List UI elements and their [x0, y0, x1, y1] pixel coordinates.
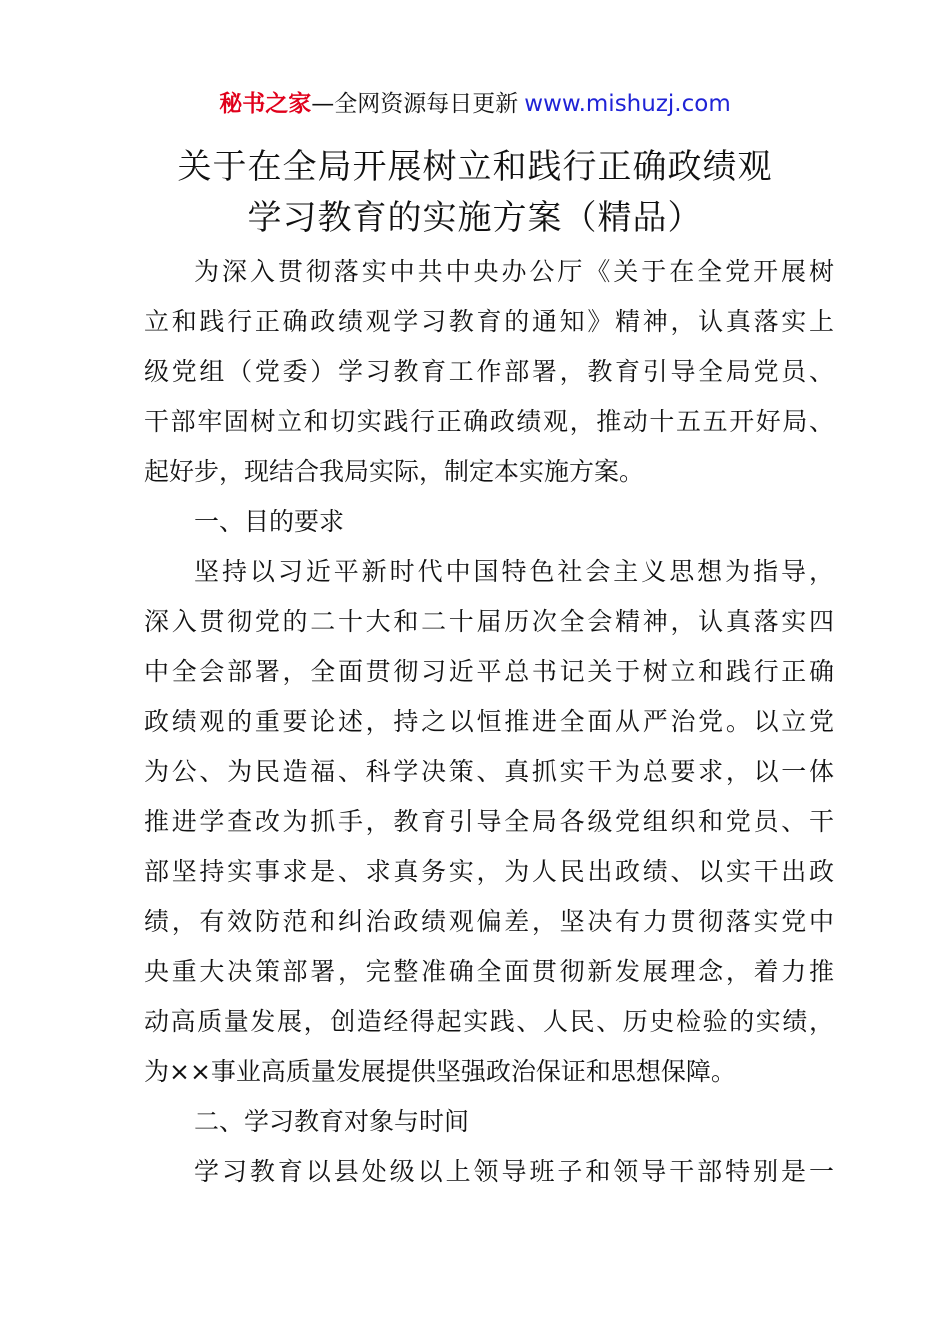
paragraph-line: 推进学查改为抓手，教育引导全局各级党组织和党员、干: [144, 807, 834, 836]
section-heading: 二、学习教育对象与时间: [194, 1107, 470, 1136]
paragraph-line: 坚持以习近平新时代中国特色社会主义思想为指导，: [194, 557, 834, 586]
document-body: [144, 247, 834, 1197]
site-header: [0, 86, 950, 122]
paragraph-line: 为深入贯彻落实中共中央办公厅《关于在全党开展树: [194, 257, 834, 286]
paragraph-line: 政绩观的重要论述，持之以恒推进全面从严治党。以立党: [144, 707, 834, 736]
paragraph-line: 为公、为民造福、科学决策、真抓实干为总要求，以一体: [144, 757, 834, 786]
section-heading: 一、目的要求: [194, 507, 345, 536]
paragraph-line: 为××事业高质量发展提供坚强政治保证和思想保障。: [144, 1057, 736, 1086]
brand-name: 秘书之家: [219, 91, 312, 117]
paragraph-line: 动高质量发展，创造经得起实践、人民、历史检验的实绩，: [144, 1007, 834, 1036]
paragraph-line: 干部牢固树立和切实践行正确政绩观，推动十五五开好局、: [144, 407, 834, 436]
paragraph-line: 起好步，现结合我局实际，制定本实施方案。: [144, 457, 645, 486]
paragraph-line: 绩，有效防范和纠治政绩观偏差，坚决有力贯彻落实党中: [144, 907, 834, 936]
document-title-line-1: 关于在全局开展树立和践行正确政绩观: [177, 147, 773, 187]
paragraph-line: 央重大决策部署，完整准确全面贯彻新发展理念，着力推: [144, 957, 834, 986]
paragraph-line: 部坚持实事求是、求真务实，为人民出政绩、以实干出政: [144, 857, 834, 886]
paragraph-line: 学习教育以县处级以上领导班子和领导干部特别是一: [194, 1157, 834, 1186]
header-tagline: —全网资源每日更新: [311, 91, 519, 117]
document-title-line-2: 学习教育的实施方案（精品）: [247, 198, 703, 238]
site-url-link[interactable]: www.mishuzj.com: [524, 91, 731, 117]
paragraph-line: 立和践行正确政绩观学习教育的通知》精神，认真落实上: [144, 307, 834, 336]
paragraph-line: 深入贯彻党的二十大和二十届历次全会精神，认真落实四: [144, 607, 834, 636]
paragraph-line: 级党组（党委）学习教育工作部署，教育引导全局党员、: [144, 357, 834, 386]
paragraph-line: 中全会部署，全面贯彻习近平总书记关于树立和践行正确: [144, 657, 834, 686]
